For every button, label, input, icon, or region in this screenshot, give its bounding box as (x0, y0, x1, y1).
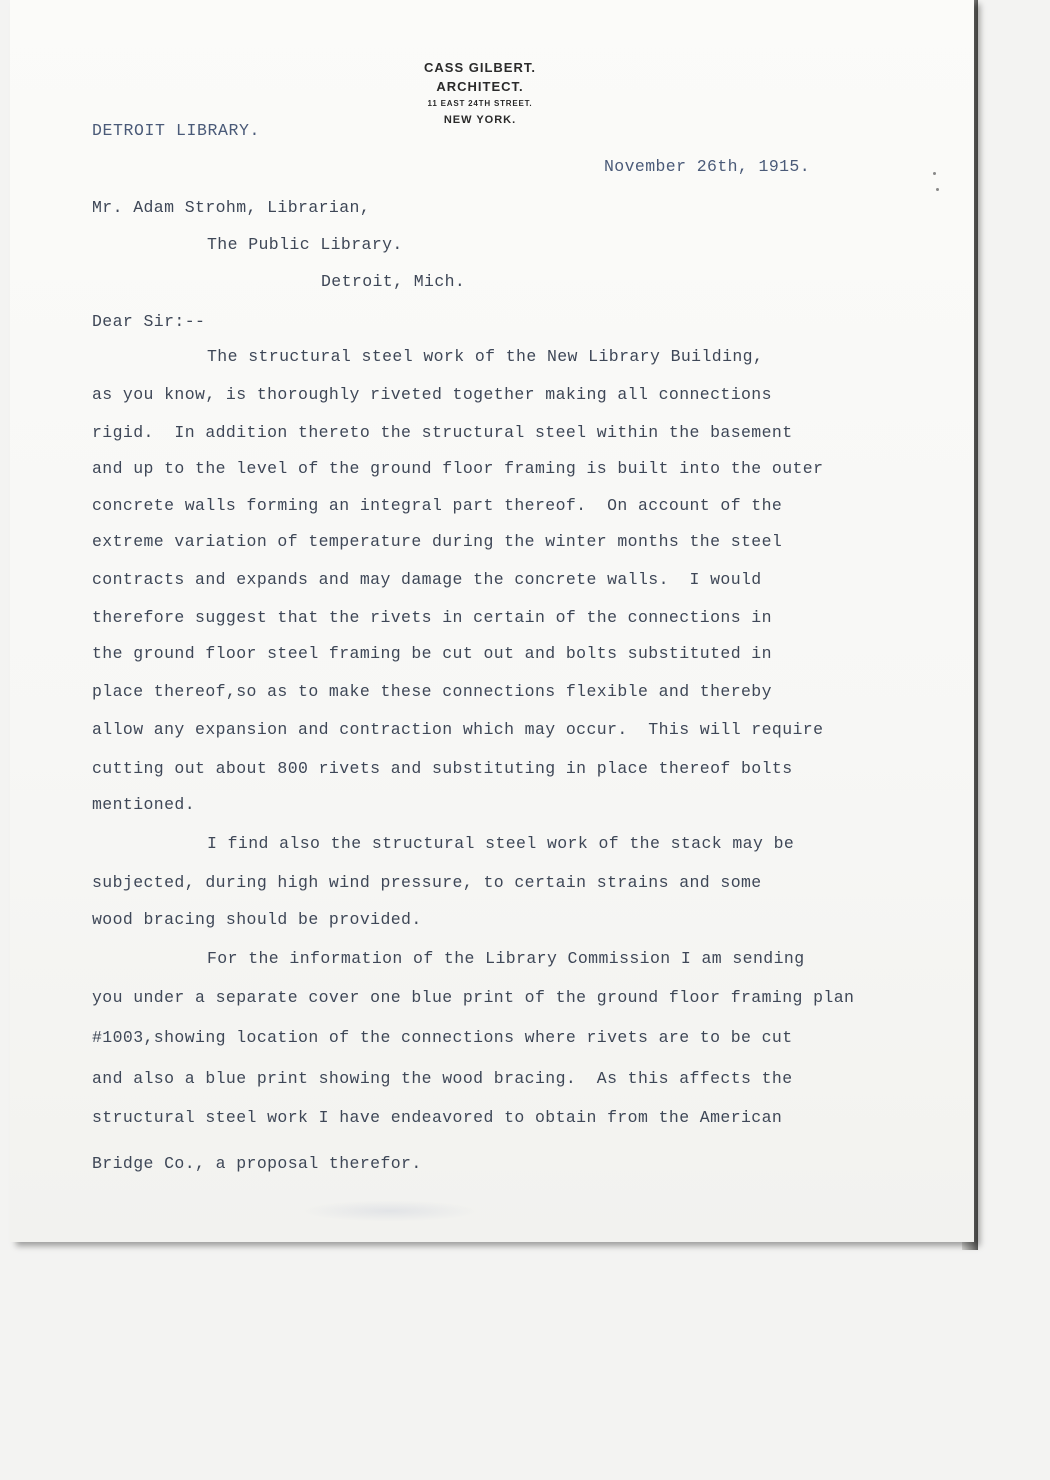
salutation: Dear Sir:-- (92, 312, 206, 331)
body-line: extreme variation of temperature during the winter months the steel (92, 532, 783, 551)
body-line: structural steel work I have endeavored to obtain from the American (92, 1108, 783, 1127)
body-line: wood bracing should be provided. (92, 910, 422, 929)
paper-speck (933, 172, 936, 175)
body-line: cutting out about 800 rivets and substituting in place thereof bolts (92, 759, 793, 778)
body-line: allow any expansion and contraction which may occur. This will require (92, 720, 824, 739)
letterhead-name: CASS GILBERT. (424, 60, 536, 75)
ink-smudge (300, 1200, 480, 1222)
letterhead (380, 58, 580, 128)
paper-speck (936, 188, 939, 191)
body-line: as you know, is thoroughly riveted together making all connections (92, 385, 772, 404)
file-label: DETROIT LIBRARY. (92, 121, 261, 140)
recipient-name: Mr. Adam Strohm, Librarian, (92, 198, 371, 217)
letterhead-title: ARCHITECT. (436, 79, 524, 94)
body-line: The structural steel work of the New Library Building, (207, 347, 764, 366)
body-line: contracts and expands and may damage the concrete walls. I would (92, 570, 762, 589)
recipient-institution: The Public Library. (207, 235, 403, 254)
body-line: concrete walls forming an integral part thereof. On account of the (92, 496, 783, 515)
letterhead-city: NEW YORK. (443, 114, 517, 126)
body-line: the ground floor steel framing be cut out and bolts substituted in (92, 644, 772, 663)
letterhead-street: 11 EAST 24TH STREET. (427, 99, 533, 108)
body-line: and also a blue print showing the wood bracing. As this affects the (92, 1069, 793, 1088)
body-line: I find also the structural steel work of the stack may be (207, 834, 795, 853)
letter-date: November 26th, 1915. (604, 157, 811, 176)
body-line: you under a separate cover one blue print of the ground floor framing plan (92, 988, 855, 1007)
body-line: rigid. In addition thereto the structural steel within the basement (92, 423, 793, 442)
body-line: subjected, during high wind pressure, to certain strains and some (92, 873, 762, 892)
body-line: For the information of the Library Commission I am sending (207, 949, 805, 968)
body-line: #1003,showing location of the connections where rivets are to be cut (92, 1028, 793, 1047)
recipient-city: Detroit, Mich. (321, 272, 466, 291)
body-line: therefore suggest that the rivets in certain of the connections in (92, 608, 772, 627)
body-line: mentioned. (92, 795, 196, 814)
body-line: Bridge Co., a proposal therefor. (92, 1154, 422, 1173)
body-line: and up to the level of the ground floor framing is built into the outer (92, 459, 824, 478)
body-line: place thereof,so as to make these connections flexible and thereby (92, 682, 772, 701)
